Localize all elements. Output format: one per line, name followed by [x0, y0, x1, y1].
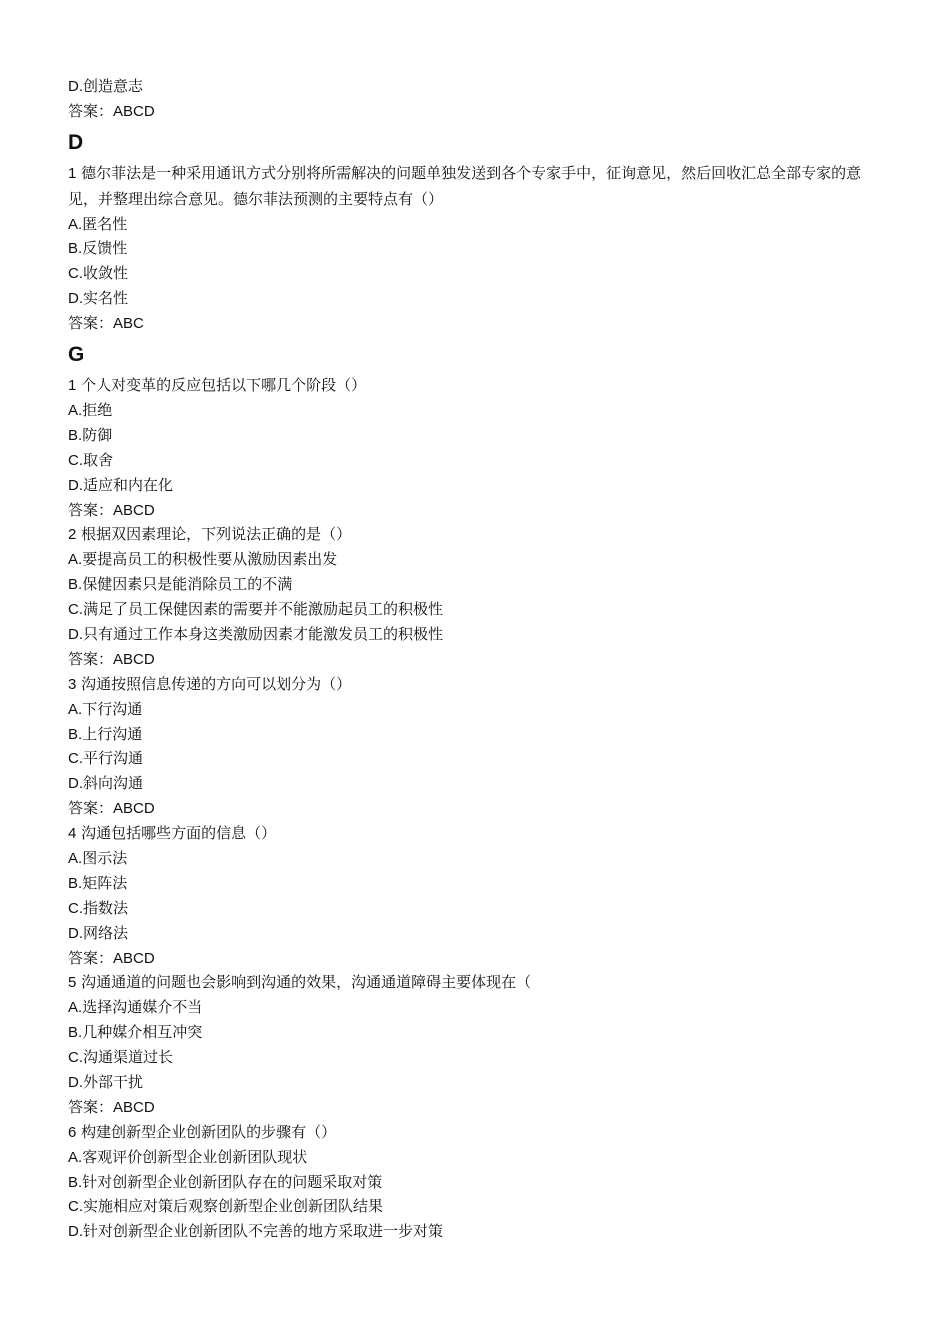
answer-value: ABC	[113, 315, 144, 333]
option-letter: D.	[68, 78, 83, 95]
option-text: 实施相应对策后观察创新型企业创新团队结果	[83, 1197, 384, 1216]
option-line	[68, 1145, 888, 1170]
option-line	[68, 261, 888, 286]
option-line	[68, 846, 888, 871]
answer-line	[68, 1095, 888, 1120]
option-line	[68, 286, 888, 311]
option-letter: C.	[68, 451, 83, 469]
option-line	[68, 1219, 888, 1244]
question-stem	[68, 161, 888, 212]
option-line	[68, 212, 888, 237]
option-letter: A.	[68, 700, 83, 718]
option-text: 沟通渠道过长	[83, 1048, 174, 1067]
option-line	[68, 473, 888, 498]
document-page	[68, 74, 888, 1244]
option-letter: B.	[68, 725, 83, 743]
answer-label: 答案：	[68, 101, 114, 120]
option-letter: D.	[68, 1073, 83, 1091]
option-text: 针对创新型企业创新团队存在的问题采取对策	[82, 1172, 383, 1191]
option-letter: C.	[68, 899, 83, 917]
section-heading-d: D	[68, 130, 84, 154]
answer-value: ABCD	[113, 501, 155, 519]
option-line	[68, 1170, 888, 1195]
option-letter: D.	[68, 290, 83, 308]
option-line	[68, 771, 888, 796]
option-line	[68, 572, 888, 597]
option-text: 要提高员工的积极性要从激励因素出发	[82, 550, 338, 569]
option-text: 网络法	[83, 923, 129, 942]
option-line	[68, 236, 888, 261]
option-text: 几种媒介相互冲突	[82, 1023, 203, 1042]
question-number: 5	[68, 974, 77, 992]
option-text: 平行沟通	[83, 749, 144, 768]
option-line	[68, 1070, 888, 1095]
option-line	[68, 697, 888, 722]
answer-value: ABCD	[113, 1098, 155, 1116]
option-letter: D.	[68, 476, 83, 494]
option-line	[68, 871, 888, 896]
question-stem	[68, 821, 888, 846]
answer-label: 答案：	[68, 649, 114, 668]
option-text: 实名性	[83, 289, 129, 308]
option-letter: A.	[68, 215, 83, 233]
option-text: 矩阵法	[82, 873, 128, 892]
option-line	[68, 1020, 888, 1045]
option-text: 选择沟通媒介不当	[82, 998, 203, 1017]
question-stem	[68, 522, 888, 547]
option-line	[68, 896, 888, 921]
option-letter: B.	[68, 576, 83, 594]
option-text: 创造意志	[83, 77, 144, 95]
option-letter: D.	[68, 1223, 83, 1241]
answer-line	[68, 99, 888, 124]
question-number: 6	[68, 1123, 77, 1141]
option-letter: A.	[68, 1148, 83, 1166]
option-line	[68, 995, 888, 1020]
answer-value: ABCD	[113, 102, 155, 120]
option-text: 拒绝	[82, 400, 113, 419]
question-text: 沟通通道的问题也会影响到沟通的效果，沟通通道障碍主要体现在（	[81, 973, 532, 992]
option-line	[68, 746, 888, 771]
answer-label: 答案：	[68, 799, 114, 818]
option-text: 外部干扰	[83, 1072, 144, 1091]
option-line	[68, 74, 888, 99]
option-text: 取舍	[83, 450, 114, 469]
question-text: 构建创新型企业创新团队的步骤有（）	[81, 1122, 337, 1141]
answer-line	[68, 498, 888, 523]
question-stem	[68, 672, 888, 697]
option-text: 斜向沟通	[83, 774, 144, 793]
option-text: 防御	[82, 425, 113, 444]
option-line	[68, 597, 888, 622]
answer-line	[68, 311, 888, 336]
option-letter: A.	[68, 999, 83, 1017]
answer-label: 答案：	[68, 1097, 114, 1116]
answer-label: 答案：	[68, 500, 114, 519]
question-number: 1	[68, 377, 77, 395]
question-stem	[68, 373, 888, 398]
question-text: 沟通按照信息传递的方向可以划分为（）	[81, 674, 352, 693]
question-stem	[68, 1120, 888, 1145]
option-text: 满足了员工保健因素的需要并不能激励起员工的积极性	[83, 600, 444, 619]
option-line	[68, 1045, 888, 1070]
answer-line	[68, 946, 888, 971]
option-letter: D.	[68, 775, 83, 793]
question-number: 2	[68, 526, 77, 544]
option-text: 上行沟通	[82, 724, 143, 743]
option-line	[68, 622, 888, 647]
option-text: 反馈性	[82, 239, 128, 258]
question-text: 根据双因素理论，下列说法正确的是（）	[81, 525, 352, 544]
option-text: 图示法	[82, 848, 128, 867]
option-text: 收敛性	[83, 264, 129, 283]
answer-value: ABCD	[113, 650, 155, 668]
option-text: 下行沟通	[82, 699, 143, 718]
option-line	[68, 398, 888, 423]
option-letter: B.	[68, 1173, 83, 1191]
option-letter: A.	[68, 551, 83, 569]
answer-value: ABCD	[113, 800, 155, 818]
option-letter: B.	[68, 426, 83, 444]
option-line	[68, 423, 888, 448]
option-text: 保健因素只是能消除员工的不满	[82, 575, 293, 594]
option-text: 只有通过工作本身这类激励因素才能激发员工的积极性	[83, 624, 444, 643]
option-text: 适应和内在化	[83, 475, 174, 494]
question-text: 个人对变革的反应包括以下哪几个阶段（）	[81, 376, 367, 395]
option-letter: A.	[68, 849, 83, 867]
option-line	[68, 921, 888, 946]
question-stem	[68, 970, 888, 995]
option-letter: C.	[68, 265, 83, 283]
option-line	[68, 722, 888, 747]
answer-line	[68, 796, 888, 821]
answer-value: ABCD	[113, 949, 155, 967]
answer-label: 答案：	[68, 948, 114, 967]
option-letter: C.	[68, 750, 83, 768]
option-text: 指数法	[83, 898, 129, 917]
option-text: 针对创新型企业创新团队不完善的地方采取进一步对策	[83, 1222, 444, 1241]
question-number: 3	[68, 675, 77, 693]
option-letter: C.	[68, 1198, 83, 1216]
option-text: 匿名性	[82, 214, 128, 233]
option-text: 客观评价创新型企业创新团队现状	[82, 1147, 308, 1166]
answer-label: 答案：	[68, 314, 114, 333]
question-number: 1	[68, 164, 77, 182]
option-letter: B.	[68, 240, 83, 258]
option-letter: B.	[68, 1024, 83, 1042]
option-letter: D.	[68, 924, 83, 942]
option-letter: C.	[68, 1049, 83, 1067]
option-line	[68, 448, 888, 473]
question-number: 4	[68, 825, 77, 843]
option-letter: A.	[68, 401, 83, 419]
option-line	[68, 547, 888, 572]
answer-line	[68, 647, 888, 672]
option-letter: B.	[68, 874, 83, 892]
question-text: 沟通包括哪些方面的信息（）	[81, 824, 277, 843]
option-letter: C.	[68, 601, 83, 619]
question-text: 德尔菲法是一种采用通讯方式分别将所需解决的问题单独发送到各个专家手中，征询意见，然后回收汇总全部专家的意见，并整理出综合意见。德尔菲法预测的主要特点有（）	[68, 163, 862, 208]
option-letter: D.	[68, 625, 83, 643]
option-line	[68, 1194, 888, 1219]
section-heading-g: G	[68, 343, 85, 367]
